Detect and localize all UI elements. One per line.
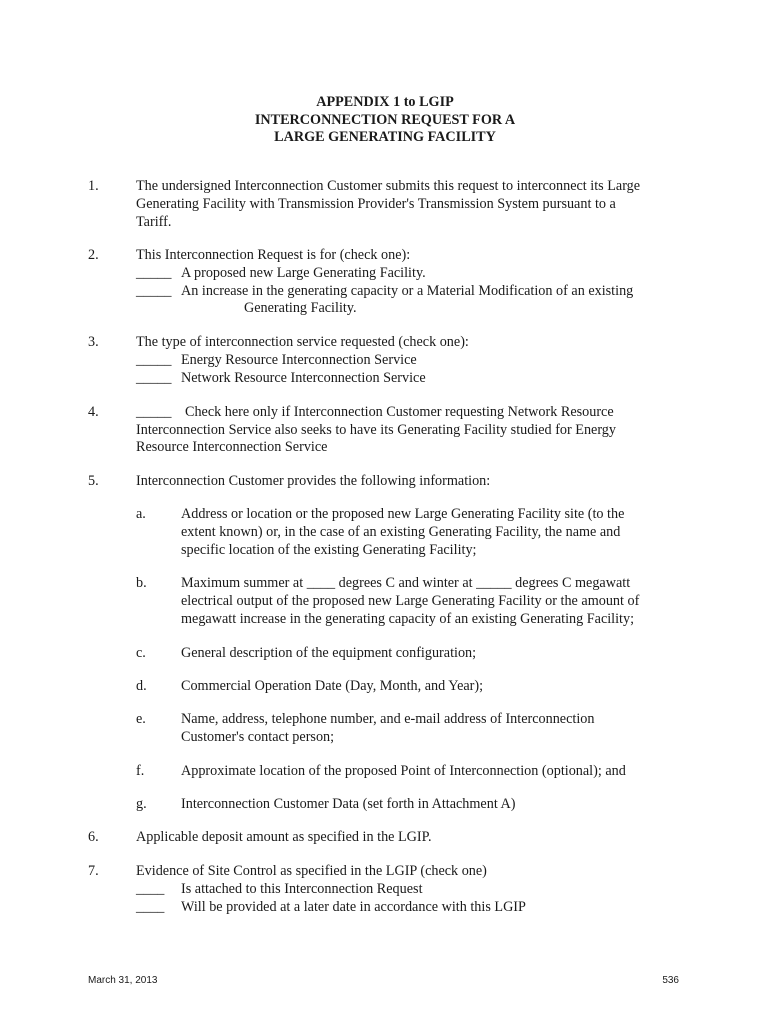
item-5c-text: General description of the equipment configuration; [181, 645, 477, 661]
item-5b-text-line-1: Maximum summer at ____ degrees C and winter at _____ degrees C megawatt [181, 575, 631, 591]
item-5g-letter: g. [136, 796, 147, 812]
item-5e-text-line-2: Customer's contact person; [181, 729, 335, 745]
item-7-option-1-label: Is attached to this Interconnection Request [181, 881, 423, 897]
item-5a-text-line-3: specific location of the existing Generating Facility; [181, 542, 477, 558]
item-5b-text-line-2: electrical output of the proposed new Large Generating Facility or the amount of [181, 593, 640, 609]
item-7-option-2-blank[interactable]: ____ [136, 899, 165, 915]
item-5-number: 5. [88, 473, 99, 489]
item-5f-text: Approximate location of the proposed Point of Interconnection (optional); and [181, 763, 626, 779]
item-2-text: This Interconnection Request is for (check one): [136, 247, 411, 263]
item-7-number: 7. [88, 863, 99, 879]
item-5d-letter: d. [136, 678, 147, 694]
item-5e-text-line-1: Name, address, telephone number, and e-mail address of Interconnection [181, 711, 595, 727]
item-1-text-line-1: The undersigned Interconnection Customer submits this request to interconnect its Large [136, 178, 641, 194]
item-4-blank[interactable]: _____ [136, 404, 172, 420]
item-5f-letter: f. [136, 763, 145, 779]
item-3-option-2-label: Network Resource Interconnection Service [181, 370, 426, 386]
item-5c-letter: c. [136, 645, 146, 661]
footer-page-number: 536 [662, 975, 679, 986]
item-2-option-2-blank[interactable]: _____ [136, 283, 172, 299]
item-2-option-1-blank[interactable]: _____ [136, 265, 172, 281]
item-1-number: 1. [88, 178, 99, 194]
item-5g-text: Interconnection Customer Data (set forth in Attachment A) [181, 796, 516, 812]
item-2-option-1-label: A proposed new Large Generating Facility. [181, 265, 426, 281]
footer-date: March 31, 2013 [88, 975, 158, 986]
item-7-text: Evidence of Site Control as specified in the LGIP (check one) [136, 863, 487, 879]
item-3-option-2-blank[interactable]: _____ [136, 370, 172, 386]
item-3-option-1-label: Energy Resource Interconnection Service [181, 352, 417, 368]
item-3-text: The type of interconnection service requested (check one): [136, 334, 469, 350]
item-2-number: 2. [88, 247, 99, 263]
item-3-option-1-blank[interactable]: _____ [136, 352, 172, 368]
item-1-text-line-2: Generating Facility with Transmission Provider's Transmission System pursuant to a [136, 196, 616, 212]
item-4-text-line-2: Interconnection Service also seeks to have its Generating Facility studied for Energy [136, 422, 616, 438]
item-7-option-1-blank[interactable]: ____ [136, 881, 165, 897]
title-line-3: LARGE GENERATING FACILITY [274, 129, 496, 145]
item-5a-text-line-2: extent known) or, in the case of an existing Generating Facility, the name and [181, 524, 621, 540]
item-3-number: 3. [88, 334, 99, 350]
item-4-text-line-1: Check here only if Interconnection Customer requesting Network Resource [185, 404, 614, 420]
item-7-option-2-label: Will be provided at a later date in accordance with this LGIP [181, 899, 526, 915]
item-2-option-2-label-line-1: An increase in the generating capacity or a Material Modification of an existing [181, 283, 634, 299]
item-4-text-line-3: Resource Interconnection Service [136, 439, 328, 455]
item-5b-letter: b. [136, 575, 147, 591]
item-4-number: 4. [88, 404, 99, 420]
item-5b-text-line-3: megawatt increase in the generating capacity of an existing Generating Facility; [181, 611, 635, 627]
page-title [0, 94, 770, 147]
item-5a-letter: a. [136, 506, 146, 522]
title-line-2: INTERCONNECTION REQUEST FOR A [254, 111, 516, 128]
item-6-number: 6. [88, 829, 99, 845]
item-1-text-line-3: Tariff. [136, 214, 172, 230]
item-6-text: Applicable deposit amount as specified in the LGIP. [136, 829, 432, 845]
item-2-option-2-label-line-2: Generating Facility. [244, 300, 357, 316]
item-5d-text: Commercial Operation Date (Day, Month, and Year); [181, 678, 484, 694]
title-line-1: APPENDIX 1 to LGIP [316, 94, 454, 110]
item-5-text: Interconnection Customer provides the following information: [136, 473, 491, 489]
item-5e-letter: e. [136, 711, 146, 727]
item-5a-text-line-1: Address or location or the proposed new Large Generating Facility site (to the [181, 506, 625, 522]
